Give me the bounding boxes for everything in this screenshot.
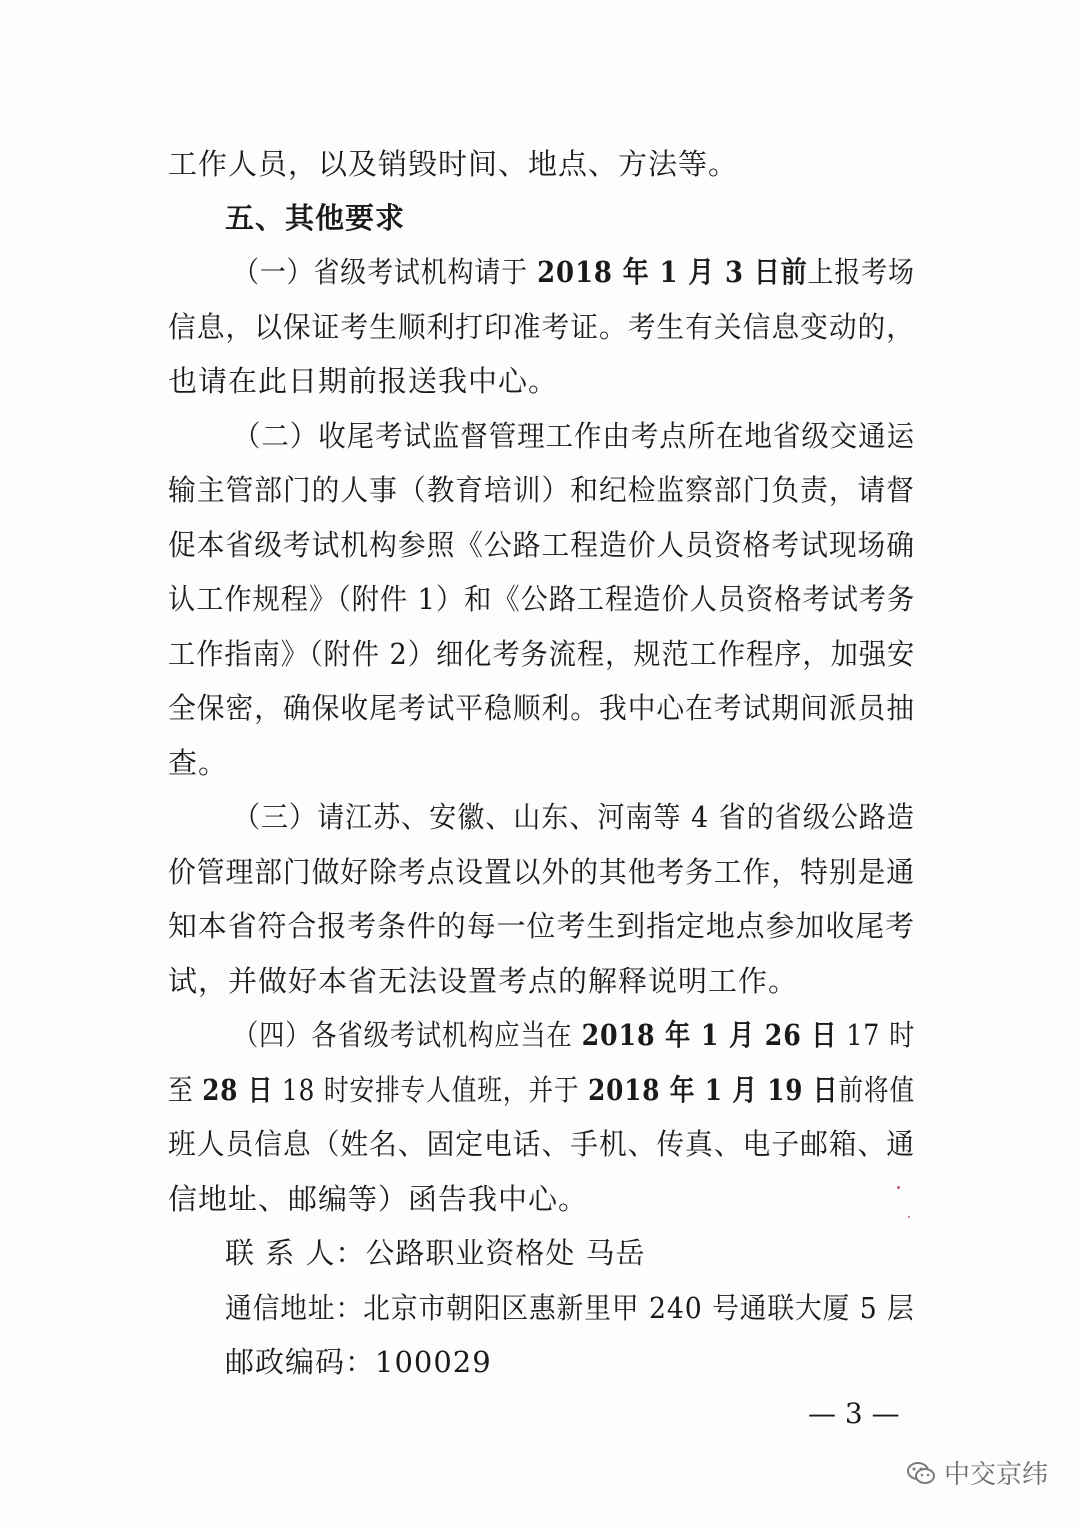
text-line: 促本省级考试机构参照《公路工程造价人员资格考试现场确 bbox=[168, 528, 916, 562]
watermark bbox=[906, 1454, 1048, 1491]
text-line: 工作人员，以及销毁时间、地点、方法等。 bbox=[168, 147, 739, 181]
bold-date-run: 28 日 bbox=[202, 1073, 274, 1107]
text-line: 试，并做好本省无法设置考点的解释说明工作。 bbox=[168, 964, 799, 998]
text-run: 至 bbox=[168, 1073, 203, 1107]
text-line: 联 系 人：公路职业资格处 马岳 bbox=[225, 1236, 646, 1270]
bold-date-run: 2018 年 1 月 19 日 bbox=[588, 1073, 839, 1107]
watermark-text: 中交京纬 bbox=[944, 1460, 1049, 1490]
text-line: 班人员信息（姓名、固定电话、手机、传真、电子邮箱、通 bbox=[168, 1127, 916, 1161]
page-number: — 3 — bbox=[808, 1397, 900, 1430]
text-line: 全保密，确保收尾考试平稳顺利。我中心在考试期间派员抽 bbox=[168, 691, 916, 725]
text-run: 上报考场 bbox=[807, 255, 915, 289]
text-run: 前将值 bbox=[838, 1073, 916, 1107]
text-line: 价管理部门做好除考点设置以外的其他考务工作，特别是通 bbox=[168, 855, 916, 889]
text-line: 信地址、邮编等）函告我中心。 bbox=[168, 1182, 589, 1216]
text-line bbox=[233, 252, 915, 292]
text-run: （一）省级考试机构请于 bbox=[233, 255, 538, 289]
text-line: （二）收尾考试监督管理工作由考点所在地省级交通运 bbox=[233, 419, 915, 453]
text-line: 通信地址：北京市朝阳区惠新里甲 240 号通联大厦 5 层 bbox=[225, 1291, 915, 1325]
text-line: 知本省符合报考条件的每一位考生到指定地点参加收尾考 bbox=[168, 909, 916, 943]
text-line: 输主管部门的人事（教育培训）和纪检监察部门负责，请督 bbox=[168, 473, 916, 507]
text-line: 邮政编码：100029 bbox=[225, 1345, 492, 1379]
text-line: 查。 bbox=[168, 746, 229, 780]
text-line: 认工作规程》（附件 1）和《公路工程造价人员资格考试考务 bbox=[168, 582, 916, 616]
scan-speck bbox=[897, 1186, 900, 1189]
text-line: 工作指南》（附件 2）细化考务流程，规范工作程序，加强安 bbox=[168, 637, 916, 671]
text-run: 18 时安排专人值班，并于 bbox=[273, 1073, 589, 1107]
text-run: 17 时 bbox=[837, 1018, 916, 1052]
text-line bbox=[168, 1070, 915, 1110]
scan-speck bbox=[908, 1216, 910, 1218]
bold-date-run: 2018 年 1 月 26 日 bbox=[581, 1018, 838, 1052]
text-run: （四）各省级考试机构应当在 bbox=[233, 1018, 582, 1052]
text-line: 信息，以保证考生顺利打印准考证。考生有关信息变动的， bbox=[168, 310, 916, 344]
wechat-icon bbox=[906, 1460, 936, 1486]
bold-date-run: 2018 年 1 月 3 日前 bbox=[537, 255, 808, 289]
text-line: （三）请江苏、安徽、山东、河南等 4 省的省级公路造 bbox=[233, 800, 915, 834]
text-line bbox=[233, 1015, 915, 1055]
section-heading: 五、其他要求 bbox=[225, 201, 406, 235]
text-line: 也请在此日期前报送我中心。 bbox=[168, 364, 559, 398]
